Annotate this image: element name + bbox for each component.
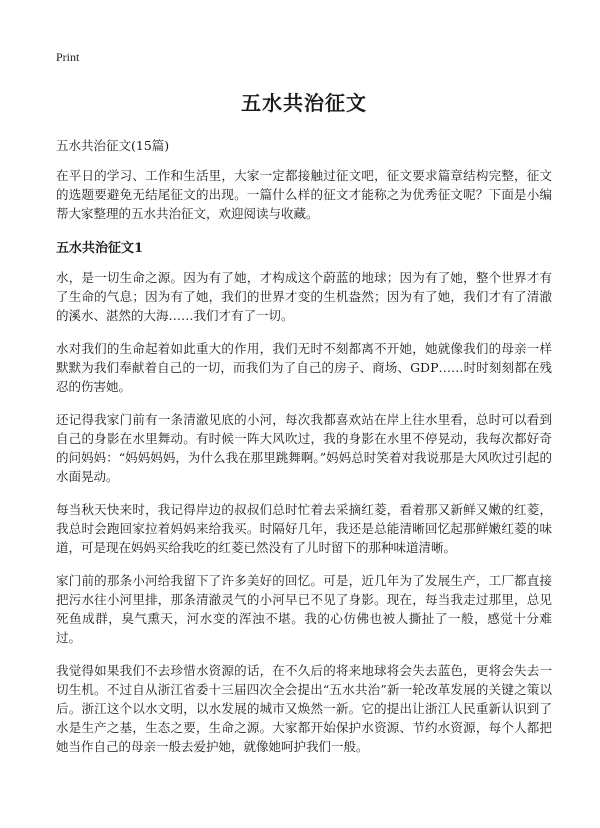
print-button[interactable]: Print: [56, 50, 80, 64]
body-paragraph-2: 水对我们的生命起着如此重大的作用，我们无时不刻都离不开她，她就像我们的母亲一样默默为我们奉献着自己的一切，而我们为了自己的房子、商场、GDP……时时刻刻都在残忍的伤害她。: [56, 341, 552, 394]
body-paragraph-4: 每当秋天快来时，我记得岸边的叔叔们总时忙着去采摘红菱，看着那又新鲜又嫩的红菱，我总时会跑回家拉着妈妈来给我买。时隔好几年，我还是总能清晰回忆起那鲜嫩红菱的味道，可是现在妈妈买给我吃的红菱已然没有了儿时留下的那种味道清晰。: [56, 502, 552, 555]
body-paragraph-1: 水，是一切生命之源。因为有了她，才构成这个蔚蓝的地球；因为有了她，整个世界才有了生命的气息；因为有了她，我们的世界才变的生机盎然；因为有了她，我们才有了清澈的溪水、湛然的大海……我们才有了一切。: [56, 270, 552, 323]
document-subtitle: 五水共治征文(15篇): [56, 138, 170, 153]
section-heading: 五水共治征文1: [56, 241, 144, 256]
intro-paragraph: 在平日的学习、工作和生活里，大家一定都接触过征文吧，征文要求篇章结构完整，征文的选题要避免无结尾征文的出现。一篇什么样的征文才能称之为优秀征文呢？下面是小编帮大家整理的五水共治征文，欢迎阅读与收藏。: [56, 168, 552, 221]
body-paragraph-3: 还记得我家门前有一条清澈见底的小河，每次我都喜欢站在岸上往水里看，总时可以看到自己的身影在水里舞动。有时候一阵大风吹过，我的身影在水里不停晃动，我每次都好奇的问妈妈：“妈妈妈妈，为什么我在那里跳舞啊。”妈妈总时笑着对我说那是大风吹过引起的水面晃动。: [56, 412, 552, 484]
body-paragraph-5: 家门前的那条小河给我留下了许多美好的回忆。可是，近几年为了发展生产，工厂都直接把污水往小河里排，那条清澈灵气的小河早已不见了身影。现在，每当我走过那里，总见死鱼成群，臭气熏天，河水变的浑浊不堪。我的心仿佛也被人撕扯了一般，感觉十分难过。: [56, 573, 552, 645]
body-paragraph-6: 我觉得如果我们不去珍惜水资源的话，在不久后的将来地球将会失去蓝色，更将会失去一切生机。不过自从浙江省委十三届四次全会提出“五水共治”新一轮改革发展的关键之策以后。浙江这个以水文明，以水发展的城市又焕然一新。它的提出让浙江人民重新认识到了水是生产之基，生态之要，生命之源。大家都开始保护水资源、节约水资源，每个人都把她当作自己的母亲一般去爱护她，就像她呵护我们一般。: [56, 663, 552, 754]
page-title: 五水共治征文: [241, 91, 367, 115]
